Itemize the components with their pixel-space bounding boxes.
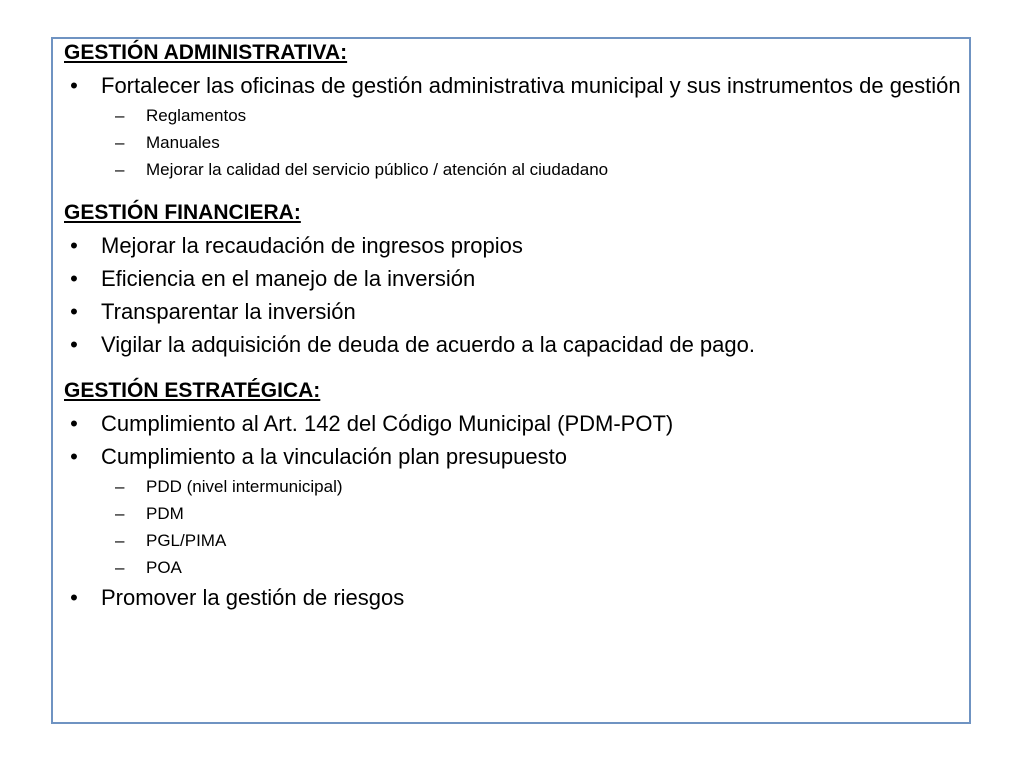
- section-estrategica: [64, 378, 964, 611]
- sub-text: Manuales: [146, 133, 220, 152]
- bullet-text: Promover la gestión de riesgos: [101, 585, 405, 610]
- dash-icon: –: [115, 477, 125, 496]
- bullet-text: Transparentar la inversión: [101, 299, 356, 324]
- bullet-icon: •: [70, 585, 78, 610]
- bullet-item: [64, 298, 964, 325]
- sub-list: [101, 476, 964, 578]
- section-title: GESTIÓN ADMINISTRATIVA:: [64, 41, 348, 64]
- section-title: GESTIÓN FINANCIERA:: [64, 201, 301, 224]
- section-spacer: [64, 358, 964, 378]
- bullet-list: [64, 72, 964, 180]
- section-title: GESTIÓN ESTRATÉGICA:: [64, 379, 321, 402]
- section-spacer: [64, 180, 964, 200]
- bullet-icon: •: [70, 444, 78, 469]
- bullet-text: Mejorar la recaudación de ingresos propios: [101, 233, 523, 258]
- dash-icon: –: [115, 531, 125, 550]
- dash-icon: –: [115, 106, 125, 125]
- bullet-text: Cumplimiento al Art. 142 del Código Municipal (PDM-POT): [101, 411, 674, 436]
- bullet-text: Fortalecer las oficinas de gestión administrativa municipal y sus instrumentos de gestión: [101, 73, 961, 98]
- sub-item: [101, 159, 964, 180]
- dash-icon: –: [115, 558, 125, 577]
- bullet-item: [64, 232, 964, 259]
- bullet-icon: •: [70, 73, 78, 98]
- bullet-icon: •: [70, 299, 78, 324]
- sub-text: PDD (nivel intermunicipal): [146, 477, 343, 496]
- sub-text: Mejorar la calidad del servicio público / atención al ciudadano: [146, 160, 609, 179]
- section-administrativa: [64, 40, 964, 180]
- sub-item: [101, 132, 964, 153]
- bullet-list: [64, 232, 964, 358]
- bullet-item: [64, 584, 964, 611]
- bullet-item: [64, 265, 964, 292]
- sub-item: [101, 557, 964, 578]
- bullet-icon: •: [70, 233, 78, 258]
- sub-text: POA: [146, 558, 182, 577]
- bullet-text: Eficiencia en el manejo de la inversión: [101, 266, 476, 291]
- bullet-item: [64, 410, 964, 437]
- dash-icon: –: [115, 133, 125, 152]
- bullet-text: Vigilar la adquisición de deuda de acuerdo a la capacidad de pago.: [101, 332, 755, 357]
- bullet-item: [64, 72, 964, 180]
- sub-list: [101, 105, 964, 180]
- sub-text: PGL/PIMA: [146, 531, 227, 550]
- sub-text: PDM: [146, 504, 184, 523]
- sub-item: [101, 476, 964, 497]
- bullet-icon: •: [70, 266, 78, 291]
- sub-item: [101, 503, 964, 524]
- bullet-text: Cumplimiento a la vinculación plan presupuesto: [101, 444, 567, 469]
- bullet-item: [64, 331, 964, 358]
- dash-icon: –: [115, 504, 125, 523]
- sub-text: Reglamentos: [146, 106, 247, 125]
- section-financiera: [64, 200, 964, 358]
- bullet-item: [64, 443, 964, 578]
- bullet-icon: •: [70, 332, 78, 357]
- slide-content: [64, 40, 964, 611]
- sub-item: [101, 530, 964, 551]
- bullet-list: [64, 410, 964, 611]
- sub-item: [101, 105, 964, 126]
- dash-icon: –: [115, 160, 125, 179]
- bullet-icon: •: [70, 411, 78, 436]
